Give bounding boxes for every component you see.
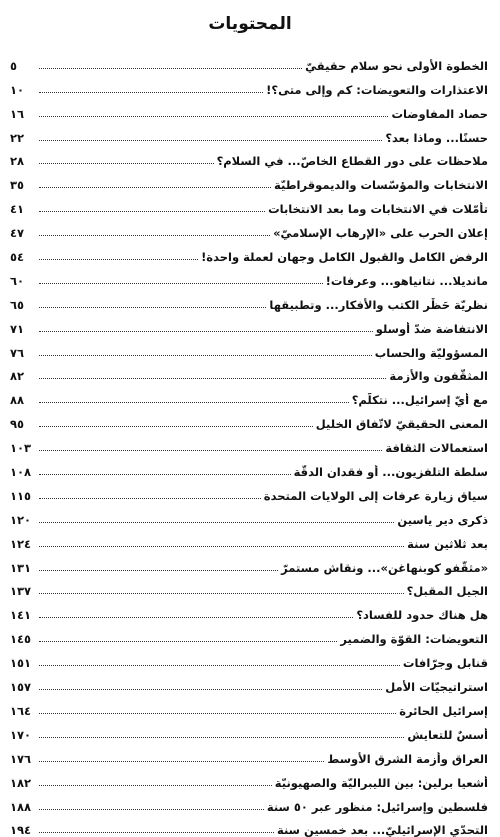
dot-leader [39,665,400,666]
toc-entry-page-number: ٧٦ [10,346,39,360]
toc-entry [10,240,488,264]
toc-entry [10,336,488,360]
toc-entry-page-number: ١٧٠ [10,728,39,742]
dot-leader [39,498,261,499]
toc-entry [10,527,488,551]
dot-leader [39,68,302,69]
toc-entry-title: إسرائيل الحائرة [396,704,488,718]
toc-entry-title: أسسٌ للتعايش [404,728,488,742]
toc-entry-page-number: ١٠ [10,83,39,97]
toc-entry-page-number: ١٦ [10,107,39,121]
dot-leader [39,809,264,810]
dot-leader [39,522,394,523]
toc-entry-title: الخطوة الأولى نحو سلام حقيقيّ [302,59,488,73]
dot-leader [39,402,349,403]
toc-entry-page-number: ١١٥ [10,489,39,503]
toc-entry-title: إعلان الحرب على «الإرهاب الإسلاميّ» [270,226,488,240]
toc-entry-title: الاعتذارات والتعويضات: كم وإلى متى؟! [263,83,488,97]
toc-entry-title: «مثقّفو كوبنهاغن»... ونقاش مستمرّ [278,561,488,575]
dot-leader [39,331,373,332]
toc-entry-title: المعنى الحقيقيّ لاتّفاق الخليل [313,417,488,431]
dot-leader [39,641,337,642]
toc-entry [10,264,488,288]
toc-entry-title: بعد ثلاثين سنة [404,537,488,551]
dot-leader [39,761,324,762]
toc-entry-title: مانديلا... نتانياهو... وعرفات! [323,274,488,288]
toc-entry [10,407,488,431]
dot-leader [39,426,313,427]
toc-entry-page-number: ٢٢ [10,131,39,145]
dot-leader [39,235,270,236]
toc-entry [10,192,488,216]
toc-entry-page-number: ١٩٤ [10,823,39,837]
toc-entry-page-number: ٦٠ [10,274,39,288]
toc-entry-title: سلطة التلفزيون... أو فقدان الدقّة [291,465,488,479]
dot-leader [39,355,372,356]
dot-leader [39,283,323,284]
page-title: المحتويات [0,14,500,34]
dot-leader [39,259,198,260]
toc-entry-title: هل هناك حدود للفساد؟ [353,608,488,622]
toc-entry-title: العراق وأزمة الشرق الأوسط [324,752,488,766]
toc-entry [10,479,488,503]
toc-entry-page-number: ١٠٣ [10,441,39,455]
toc-entry [10,790,488,814]
toc-entry-page-number: ١٧٦ [10,752,39,766]
toc-entry-title: نظريّة حَظْر الكتب والأفكار... وتطبيقها [266,298,488,312]
toc-entry-title: حصاد المفاوضات [388,107,488,121]
toc-entry-page-number: ٧١ [10,322,39,336]
toc-entry [10,97,488,121]
dot-leader [39,617,353,618]
toc-entry [10,766,488,790]
toc-entry-page-number: ٢٨ [10,154,39,168]
toc-entry [10,814,488,837]
toc-entry [10,360,488,384]
toc-entry [10,598,488,622]
toc-entry-title: مع أيّ إسرائيل... نتكلّم؟ [349,393,488,407]
toc-entry-page-number: ٨٨ [10,393,39,407]
toc-entry-title: الانتفاضة ضدّ أوسلو [373,322,488,336]
dot-leader [39,116,388,117]
toc-entry [10,312,488,336]
toc-entry-page-number: ٨٢ [10,369,39,383]
toc-entry-title: التعويضات: القوّة والضمير [337,632,488,646]
toc-entry [10,503,488,527]
toc-entry-page-number: ١٣١ [10,561,39,575]
toc-entry-title: استراتيجيّات الأمل [382,680,488,694]
toc-entry-page-number: ٥٤ [10,250,39,264]
toc-entry-title: الرفض الكامل والقبول الكامل وجهان لعملة واحدة! [198,250,488,264]
toc-list [10,49,488,837]
dot-leader [39,307,266,308]
toc-entry [10,670,488,694]
toc-entry [10,431,488,455]
toc-entry [10,168,488,192]
toc-entry [10,742,488,766]
toc-entry [10,288,488,312]
dot-leader [39,378,386,379]
toc-entry-page-number: ٩٥ [10,417,39,431]
toc-entry-title: ذكرى دير ياسين [394,513,488,527]
dot-leader [39,570,278,571]
toc-entry-page-number: ١٦٤ [10,704,39,718]
toc-entry [10,694,488,718]
dot-leader [39,474,291,475]
dot-leader [39,593,404,594]
toc-entry-page-number: ٦٥ [10,298,39,312]
toc-entry [10,383,488,407]
toc-entry-title: استعمالات الثقافة [382,441,488,455]
toc-entry-title: فلسطين وإسرائيل: منظور عبر ٥٠ سنة [264,800,488,814]
toc-entry-page-number: ١٥١ [10,656,39,670]
toc-entry-title: الانتخابات والمؤسّسات والديموقراطيّة [271,178,488,192]
toc-entry-title: قنابل وجرّافات [400,656,488,670]
toc-entry-title: المثقّفون والأزمة [386,369,488,383]
toc-entry-page-number: ١٠٨ [10,465,39,479]
dot-leader [39,689,382,690]
toc-entry-title: المسؤوليّة والحساب [372,346,488,360]
toc-entry-title: حسنًا... وماذا بعد؟ [382,131,488,145]
toc-entry [10,73,488,97]
toc-entry-page-number: ٥ [10,59,39,73]
toc-entry-title: سياق زيارة عرفات إلى الولايات المتحدة [261,489,488,503]
toc-entry-page-number: ٤١ [10,202,39,216]
toc-entry-page-number: ١٢٠ [10,513,39,527]
dot-leader [39,140,382,141]
dot-leader [39,713,396,714]
toc-entry-title: تأمّلات في الانتخابات وما بعد الانتخابات [265,202,488,216]
toc-entry [10,216,488,240]
dot-leader [39,785,272,786]
dot-leader [39,450,382,451]
toc-entry-title: الجيل المقبل؟ [404,584,488,598]
dot-leader [39,211,265,212]
dot-leader [39,546,404,547]
toc-entry-page-number: ١٨٨ [10,800,39,814]
toc-entry-page-number: ١٣٧ [10,584,39,598]
toc-entry-title: ملاحظات على دور القطاع الخاصّ... في السلام؟ [214,154,488,168]
toc-entry-page-number: ٤٧ [10,226,39,240]
toc-entry [10,145,488,169]
toc-entry [10,646,488,670]
toc-entry [10,121,488,145]
dot-leader [39,92,263,93]
toc-entry-page-number: ١٨٢ [10,776,39,790]
toc-entry-page-number: ١٢٤ [10,537,39,551]
toc-entry-title: أشعيا برلين: بين الليبراليّة والصهيونيّة [272,776,488,790]
toc-entry [10,718,488,742]
toc-entry [10,49,488,73]
dot-leader [39,737,404,738]
dot-leader [39,187,271,188]
toc-entry [10,622,488,646]
toc-entry-page-number: ١٥٧ [10,680,39,694]
toc-entry-title: التحدّي الإسرائيليّ... بعد خمسين سنة [274,823,488,837]
toc-entry [10,455,488,479]
dot-leader [39,163,214,164]
toc-entry-page-number: ١٤١ [10,608,39,622]
toc-entry [10,575,488,599]
toc-entry-page-number: ٣٥ [10,178,39,192]
toc-entry-page-number: ١٤٥ [10,632,39,646]
toc-entry [10,551,488,575]
dot-leader [39,832,274,833]
